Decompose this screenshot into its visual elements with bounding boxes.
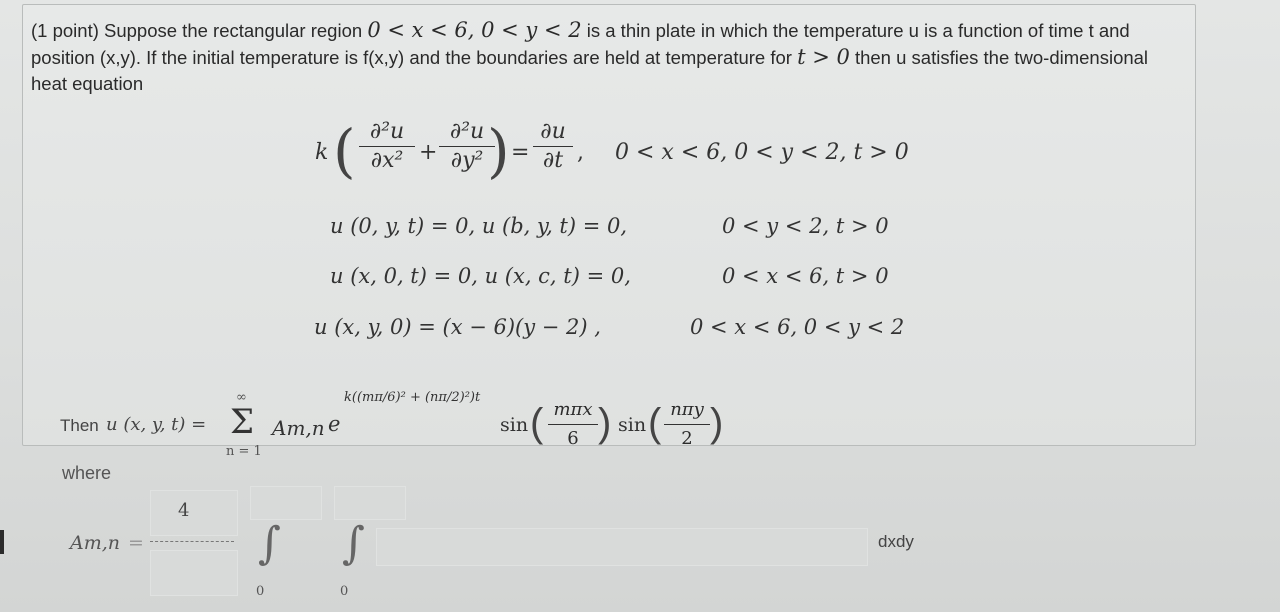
pde-domain: 0 < x < 6, 0 < y < 2, t > 0 [615, 140, 909, 165]
summation-sign: Σ [230, 402, 255, 442]
sin1-fraction [548, 398, 598, 451]
sum-lower-limit: n = 1 [226, 444, 262, 459]
sin2-left-paren: ( [648, 401, 662, 445]
coefficient-amn: Am,n [272, 416, 325, 440]
exp-base: e [328, 412, 341, 436]
sin2-right-paren: ) [710, 401, 724, 445]
fraction-bar [533, 146, 573, 147]
pde-equals: = [511, 140, 530, 165]
boundary-condition-y: u (x, 0, t) = 0, u (x, c, t) = 0, [330, 264, 631, 288]
boundary-condition-x: u (0, y, t) = 0, u (b, y, t) = 0, [330, 214, 628, 238]
exponent: k((mπ/6)² + (nπ/2)²)t [344, 390, 481, 405]
sin2-fraction [664, 398, 710, 451]
problem-statement [31, 17, 1181, 97]
sin2-num: nπy [670, 399, 704, 420]
amn-numerator: 4 [178, 500, 190, 521]
pde-frac-t-den: ∂t [542, 148, 564, 173]
amn-label: Am,n [70, 532, 121, 554]
pde-comma: , [577, 140, 584, 165]
pde-plus: + [419, 140, 438, 165]
pde-frac-x-num: ∂²u [369, 119, 405, 144]
solution-lhs: u (x, y, t) = [106, 414, 207, 435]
then-label: Then [60, 416, 99, 435]
integral-sign-2: ∫ [342, 518, 365, 569]
sin1-right-paren: ) [598, 401, 612, 445]
amn-denominator-input[interactable] [150, 550, 238, 596]
fraction-bar [359, 146, 415, 147]
upper-limit-input-1[interactable] [250, 486, 322, 520]
initial-condition: u (x, y, 0) = (x − 6)(y − 2) , [314, 315, 601, 339]
pde-frac-y-den: ∂y² [450, 148, 484, 173]
time-condition-math: t > 0 [797, 45, 850, 69]
intro-text-b: is a thin plate in which the temperature u is a function of time t and position (x,y). If the initial temperature is f(x,y) and the boundaries are held at temperature for [31, 20, 1130, 68]
pde-k: k [315, 140, 329, 165]
pde-frac-x [359, 120, 415, 173]
upper-limit-input-2[interactable] [334, 486, 406, 520]
boundary-condition-x-domain: 0 < y < 2, t > 0 [722, 214, 889, 238]
solution-formula [60, 390, 860, 460]
intro-text-a: (1 point) Suppose the rectangular region [31, 20, 368, 41]
initial-condition-domain: 0 < x < 6, 0 < y < 2 [690, 315, 905, 339]
intro-text-c: then u satisfies the two-dimensional heat equation [31, 47, 1149, 94]
lower-limit-1: 0 [256, 584, 265, 599]
pde-frac-x-den: ∂x² [370, 148, 404, 173]
sum-upper-limit: ∞ [236, 390, 247, 405]
fraction-bar [548, 424, 598, 425]
amn-fraction-bar [150, 541, 234, 542]
sin2-label: sin [618, 414, 647, 436]
dxdy-label: dxdy [878, 532, 914, 551]
sin1-den: 6 [567, 428, 579, 449]
pde-frac-t [533, 120, 573, 173]
boundary-condition-y-domain: 0 < x < 6, t > 0 [722, 264, 889, 288]
amn-equals: = [128, 532, 144, 554]
sin2-den: 2 [681, 428, 693, 449]
fraction-bar [664, 424, 710, 425]
sin1-num: mπx [553, 399, 593, 420]
sin1-label: sin [500, 414, 529, 436]
heat-equation [315, 118, 935, 194]
sin1-left-paren: ( [530, 401, 544, 445]
lower-limit-2: 0 [340, 584, 349, 599]
amn-numerator-input[interactable] [150, 490, 238, 536]
left-edge-marker [0, 530, 4, 554]
pde-frac-t-num: ∂u [540, 119, 566, 144]
pde-right-paren: ) [487, 117, 510, 185]
pde-left-paren: ( [333, 117, 356, 185]
integrand-input[interactable] [376, 528, 868, 566]
where-label: where [62, 463, 112, 483]
region-math: 0 < x < 6, 0 < y < 2 [367, 18, 582, 42]
pde-frac-y-num: ∂²u [449, 119, 485, 144]
integral-sign-1: ∫ [258, 518, 281, 569]
